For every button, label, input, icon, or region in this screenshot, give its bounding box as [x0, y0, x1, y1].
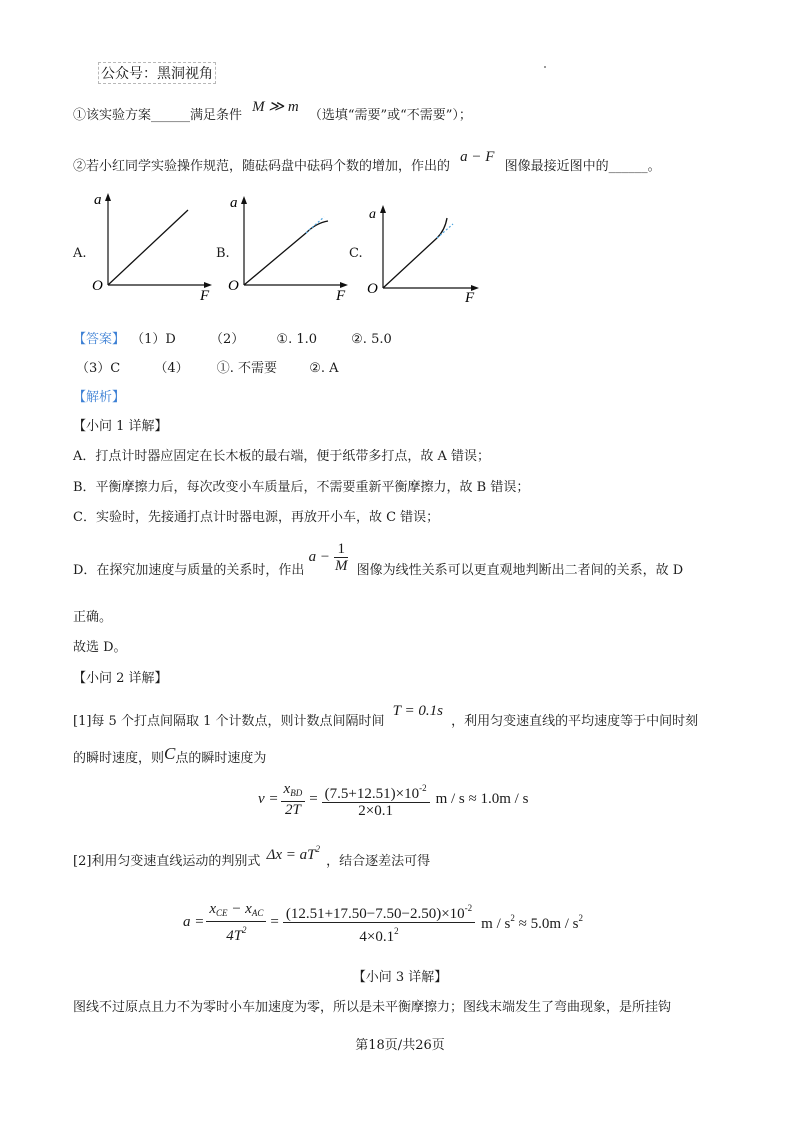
- answer-line-1: 【答案】 （1）D （2） ①. 1.0 ②. 5.0: [73, 332, 392, 347]
- sub2-p3: [2]利用匀变速直线运动的判别式 $\Delta x = aT^2$ ，结合逐差法可得: [73, 844, 431, 869]
- speck: [544, 66, 546, 68]
- graph-a: [86, 190, 216, 305]
- t-formula: T = 0.1s: [392, 703, 443, 719]
- a-f-formula: a − F: [460, 149, 495, 165]
- page-footer: 第18页/共26页: [355, 1038, 445, 1053]
- sub2-p2: 的瞬时速度，则C点的瞬时速度为: [73, 744, 267, 766]
- sub1-c: C．实验时，先接通打点计时器电源，再放开小车，故 C 错误；: [73, 510, 440, 525]
- graph-b-origin: O: [228, 278, 239, 294]
- equation-acceleration: a = $\frac{x_{CE} - x_{AC}}{4T^2}$ = $\frac{(12.51+17.50-7.50-2.50)\times 10^{-2}}{4\times 0.1^2}$ $m / s^2 \approx 5.0m / s^2$: [183, 901, 583, 945]
- sub1-a: A．打点计时器应固定在长木板的最右端，便于纸带多打点，故 A 错误；: [73, 449, 491, 464]
- option-a-label: A.: [73, 246, 87, 261]
- graph-c-xlabel: F: [465, 290, 475, 306]
- equation-velocity: v = $\frac{x_{BD}}{2T}$ = $\frac{(7.5+12.51)\times 10^{-2}}{2\times 0.1}$ m / s ≈ 1.0m / s: [258, 781, 529, 819]
- graph-a-ylabel: a: [94, 192, 102, 208]
- question-1: ①该实验方案______满足条件 M ≫ m （选填“需要”或“不需要”）；: [73, 99, 472, 123]
- graph-c-ylabel: a: [369, 207, 376, 222]
- question-2: ②若小红同学实验操作规范，随砝码盘中砝码个数的增加，作出的 a − F 图像最接近图中的______。: [73, 149, 661, 174]
- delta-x-formula: $\Delta x = aT^2$: [266, 844, 320, 863]
- answer-line-2: （3）C （4） ①. 不需要 ②. A: [76, 361, 339, 376]
- graph-b: [224, 193, 354, 305]
- option-b-label: B.: [216, 246, 230, 261]
- graph-c: [365, 202, 485, 308]
- sub1-title: 【小问 1 详解】: [73, 419, 168, 434]
- analysis-tag: 【解析】: [73, 390, 126, 405]
- sub1-choose: 故选 D。: [73, 640, 127, 655]
- graph-a-xlabel: F: [200, 288, 210, 304]
- option-c-label: C.: [349, 246, 363, 261]
- graph-b-xlabel: F: [336, 288, 346, 304]
- graph-b-ylabel: a: [230, 195, 238, 211]
- sub2-p1: [1]每 5 个打点间隔取 1 个计数点，则计数点间隔时间 T = 0.1s ，利用匀变速直线的平均速度等于中间时刻: [73, 703, 699, 729]
- graph-a-origin: O: [92, 278, 103, 294]
- graph-c-origin: O: [367, 281, 378, 297]
- a-inverse-m-formula: a − $\frac{1}{M}$: [308, 541, 348, 574]
- sub1-d: D．在探究加速度与质量的关系时，作出 a − $\frac{1}{M}$ 图像为线性关系可以更直观地判断出二者间的关系，故 D: [73, 541, 684, 578]
- condition-formula: M ≫ m: [252, 99, 299, 115]
- answer-tag: 【答案】: [73, 332, 126, 347]
- sub3-text: 图线不过原点且力不为零时小车加速度为零，所以是未平衡摩擦力；图线末端发生了弯曲现象，是所挂钩: [73, 1000, 672, 1015]
- sub1-d-cont: 正确。: [73, 610, 113, 625]
- sub3-title: 【小问 3 详解】: [352, 970, 448, 985]
- blank: ______: [151, 108, 191, 123]
- watermark: 公众号：黑洞视角: [98, 62, 216, 84]
- sub2-title: 【小问 2 详解】: [73, 671, 168, 686]
- sub1-b: B．平衡摩擦力后，每次改变小车质量后，不需要重新平衡摩擦力，故 B 错误；: [73, 480, 530, 495]
